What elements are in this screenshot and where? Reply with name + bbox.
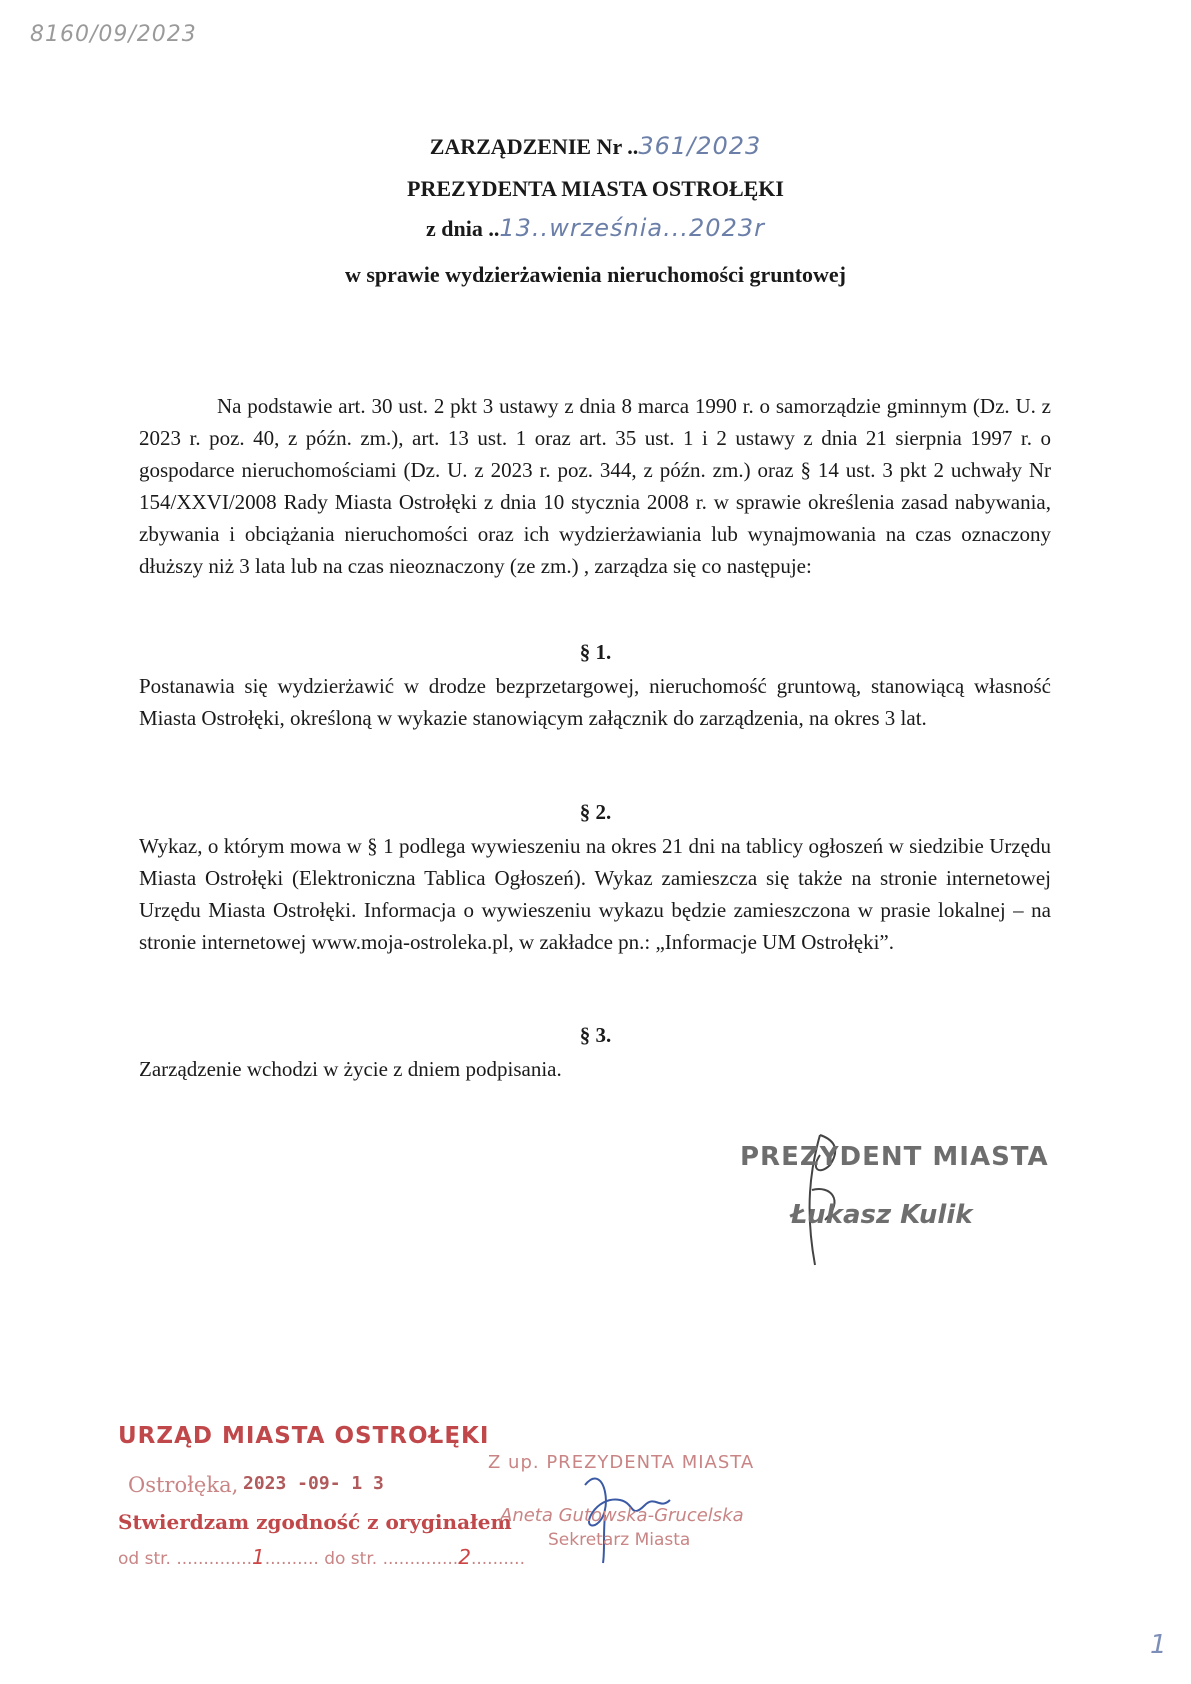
handwritten-title-number: 361/2023 [638,132,762,160]
handwritten-to-page: 2 [458,1545,471,1569]
president-stamp-title: PREZYDENT MIASTA [740,1142,1049,1172]
president-stamp-name: Łukasz Kulik [790,1200,973,1230]
section-1-heading: § 1. [579,640,612,664]
date-prefix: z dnia .. [426,216,500,241]
title-prefix: ZARZĄDZENIE Nr .. [429,134,639,159]
stamp-on-behalf: Z up. PREZYDENTA MIASTA [488,1452,755,1473]
page-number: 1 [1150,1630,1167,1660]
stamp-page-range [118,1545,525,1569]
handwritten-from-page: 1 [252,1545,265,1569]
stamp-city: Ostrołęka, [128,1473,239,1497]
document-subject: w sprawie wydzierżawienia nieruchomości gruntowej [344,262,847,287]
stamp-date: 2023 -09- 1 3 [243,1473,384,1494]
stamp-to-label: do str. [324,1549,378,1569]
document-date [0,214,1191,242]
registration-number: 8160/09/2023 [30,22,197,47]
stamp-confirmation: Stwierdzam zgodność z oryginałem [118,1510,512,1534]
stamp-secretary-role: Sekretarz Miasta [548,1530,691,1550]
section-2-heading: § 2. [579,800,612,824]
section-1-text: Postanawia się wydzierżawić w drodze bezprzetargowej, nieruchomość gruntową, stanowiącą własność Miasta Ostrołęki, określoną w wykazie stanowiącym załącznik do zarządzenia, na okres 3 lat. [139,674,1051,730]
stamp-from-label: od str. [118,1549,171,1569]
stamp-secretary-name: Aneta Gutowska-Grucelska [500,1505,744,1526]
preamble: Na podstawie art. 30 ust. 2 pkt 3 ustawy z dnia 8 marca 1990 r. o samorządzie gminnym (Dz. U. z 2023 r. poz. 40, z późn. zm.), art. 13 ust. 1 oraz art. 35 ust. 1 i 2 ustawy z dnia 21 sierpnia 1997 r. o gospodarce nieruchomościami (Dz. U. z 2023 r. poz. 344, z późn. zm.) oraz § 14 ust. 3 pkt 2 uchwały Nr 154/XXVI/2008 Rady Miasta Ostrołęki z dnia 10 stycznia 2008 r. w sprawie określenia zasad nabywania, zbywania i obciążania nieruchomości oraz ich wydzierżawiania lub wynajmowania na czas oznaczony dłuższy niż 3 lata lub na czas nieoznaczony (ze zm.) , zarządza się co następuje: [139,394,1051,578]
section-3-heading: § 3. [579,1023,612,1047]
issuer: PREZYDENTA MIASTA OSTROŁĘKI [407,176,784,201]
dotted-line: .............. [382,1549,459,1569]
dotted-line: .......... [470,1549,525,1569]
dotted-line: .......... [264,1549,319,1569]
stamp-office-name: URZĄD MIASTA OSTROŁĘKI [118,1423,490,1449]
document-title [0,132,1191,160]
section-3-text: Zarządzenie wchodzi w życie z dniem podpisania. [139,1057,562,1081]
dotted-line: .............. [176,1549,253,1569]
section-2-text: Wykaz, o którym mowa w § 1 podlega wywieszeniu na okres 21 dni na tablicy ogłoszeń w siedzibie Urzędu Miasta Ostrołęki (Elektroniczna Tablica Ogłoszeń). Wykaz zamieszcza się także na stronie internetowej Urzędu Miasta Ostrołęki. Informacja o wywieszeniu wykazu będzie zamieszczona w prasie lokalnej – na stronie internetowej www.moja-ostroleka.pl, w zakładce pn.: „Informacje UM Ostrołęki”. [139,834,1051,954]
handwritten-date: 13..września...2023r [499,214,765,242]
